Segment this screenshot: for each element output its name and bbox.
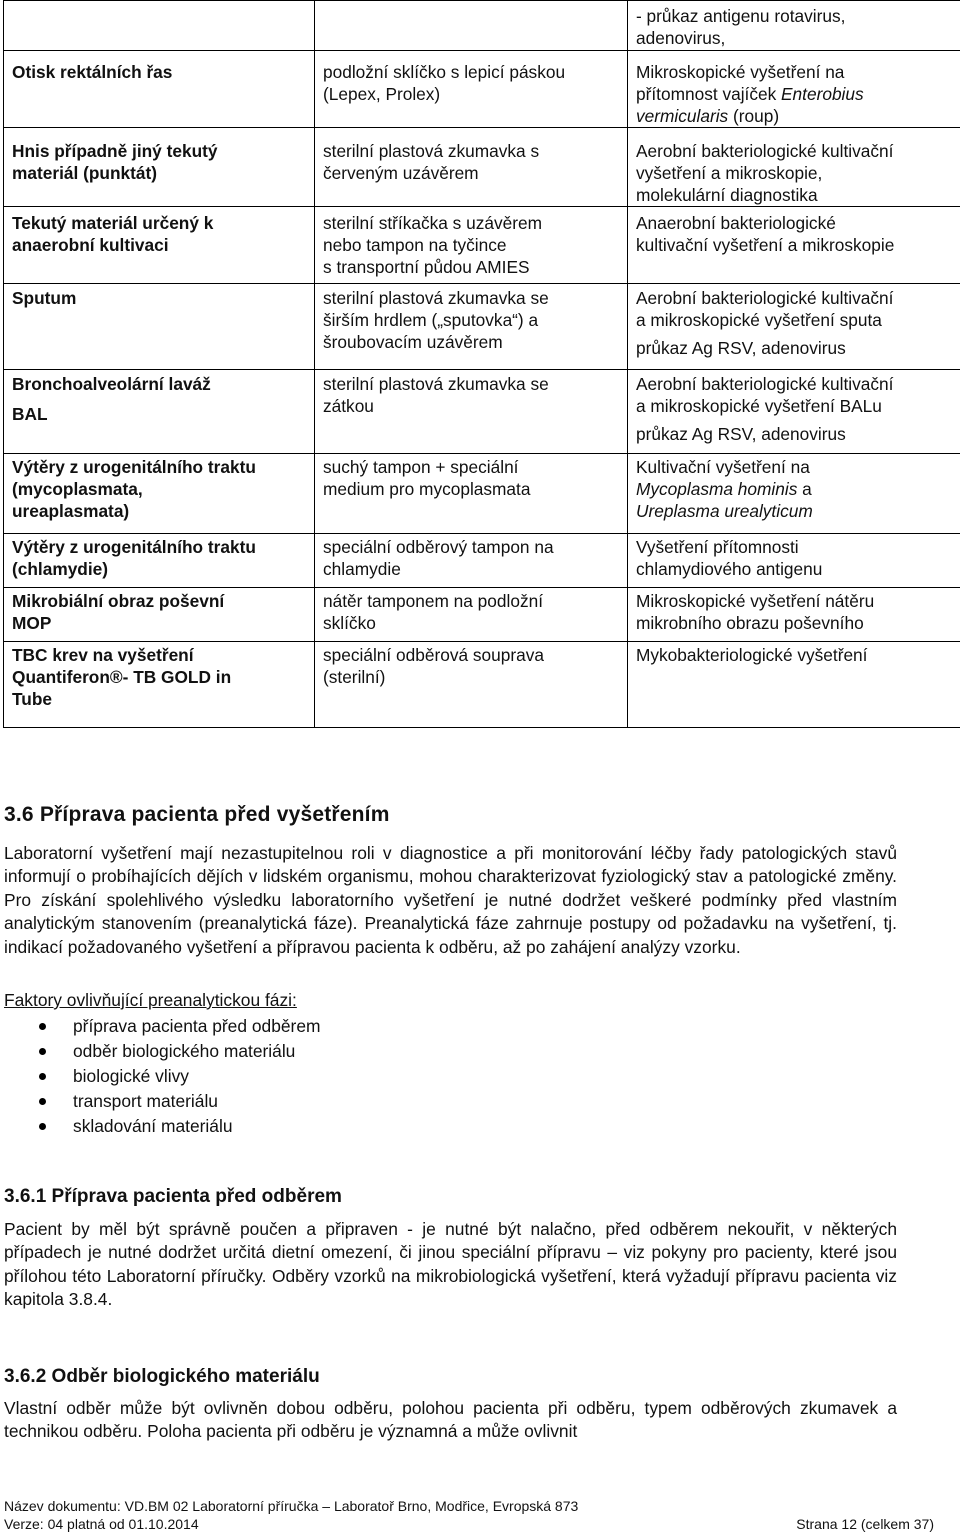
table-cell: - průkaz antigenu rotavirus, adenovirus, [628,1,960,51]
table-cell [4,1,315,51]
factors-list [4,1014,321,1139]
material-cell: Tekutý materiál určený k anaerobní kultivaci [4,207,315,284]
material-cell [4,370,315,454]
table-row [4,207,960,284]
table-row [4,1,960,51]
exam-cell: Mykobakteriologické vyšetření [628,642,960,728]
table-row [4,642,960,728]
footer [4,1515,934,1533]
exam-cell [628,370,960,454]
exam-text: Mikroskopické vyšetření na přítomnost vajíček [636,62,845,104]
list-item: skladování materiálu [4,1114,321,1139]
list-item: transport materiálu [4,1089,321,1114]
exam-cell [628,51,960,128]
footer-version: Verze: 04 platná od 01.10.2014 [4,1516,199,1532]
footer-doc-name: Název dokumentu: VD.BM 02 Laboratorní příručka – Laboratoř Brno, Modřice, Evropská 873 [4,1498,579,1514]
specimen-table [3,0,960,728]
table-row [4,284,960,370]
container-cell: speciální odběrová souprava (sterilní) [315,642,628,728]
table-row [4,534,960,588]
container-cell: sterilní stříkačka s uzávěrem nebo tampon na tyčince s transportní půdou AMIES [315,207,628,284]
container-cell: sterilní plastová zkumavka s červeným uzávěrem [315,128,628,207]
exam-cell: Vyšetření přítomnosti chlamydiového antigenu [628,534,960,588]
container-cell: podložní sklíčko s lepicí páskou (Lepex, Prolex) [315,51,628,128]
material-text: BAL [12,404,48,424]
exam-species: Enterobius vermicularis [636,84,864,126]
table-row [4,370,960,454]
section-body [4,842,897,959]
exam-text: Kultivační vyšetření na [636,457,810,477]
list-item: příprava pacienta před odběrem [4,1014,321,1039]
factors-title: Faktory ovlivňující preanalytickou fázi: [4,990,297,1010]
container-cell: speciální odběrový tampon na chlamydie [315,534,628,588]
table-row [4,454,960,534]
container-cell: nátěr tamponem na podložní sklíčko [315,588,628,642]
exam-cell: Mikroskopické vyšetření nátěru mikrobního obrazu poševního [628,588,960,642]
container-cell: sterilní plastová zkumavka se zátkou [315,370,628,454]
section-heading: 3.6 Příprava pacienta před vyšetřením [4,803,390,826]
subsection-body [4,1218,897,1312]
material-cell: TBC krev na vyšetření Quantiferon®- TB GOLD in Tube [4,642,315,728]
material-cell: Mikrobiální obraz poševní MOP [4,588,315,642]
exam-cell: Aerobní bakteriologické kultivační vyšetření a mikroskopie, molekulární diagnostika [628,128,960,207]
material-cell: Výtěry z urogenitálního traktu (mycoplasmata, ureaplasmata) [4,454,315,534]
subsection-heading: 3.6.2 Odběr biologického materiálu [4,1366,320,1387]
material-text: Bronchoalveolární laváž [12,374,211,394]
container-cell: suchý tampon + speciální medium pro mycoplasmata [315,454,628,534]
paragraph: Laboratorní vyšetření mají nezastupitelnou roli v diagnostice a při monitorování léčby řady patologických stavů informují o probíhajících dějích v lidském organismu, mohou charakterizovat fyziologický stav a patologické změny. Pro získání spolehlivého výsledku laboratorního vyšetření je nutné dodržet veškeré podmínky před vlastním analytickým stanovením (preanalytická fáze). Preanalytická fáze zahrnuje postupy od požadavku na vyšetření, tj. indikací požadovaného vyšetření a přípravou pacienta k odběru, až po zahájení analýzy vzorku. [4,843,897,957]
material-cell: Výtěry z urogenitálního traktu (chlamydie) [4,534,315,588]
exam-text: (roup) [728,106,780,126]
paragraph: Pacient by měl být správně poučen a připraven - je nutné být nalačno, před odběrem nekouřit, v některých případech je nutné dodržet určitá dietní omezení, či jinou speciální přípravu – viz pokyny pro pacienty, které jsou přílohou této Laboratorní příručky. Odběry vzorků na mikrobiologická vyšetření, která vyžadují přípravu pacienta viz kapitola 3.8.4. [4,1219,897,1310]
table-row [4,588,960,642]
exam-cell: Anaerobní bakteriologické kultivační vyšetření a mikroskopie [628,207,960,284]
exam-text: průkaz Ag RSV, adenovirus [636,424,846,444]
material-cell: Otisk rektálních řas [4,51,315,128]
exam-text: Aerobní bakteriologické kultivační a mikroskopické vyšetření BALu [636,374,894,416]
exam-text: Aerobní bakteriologické kultivační a mikroskopické vyšetření sputa [636,288,894,330]
paragraph: Vlastní odběr může být ovlivněn dobou odběru, polohou pacienta při odběru, typem odběrových zkumavek a technikou odběru. Poloha pacienta při odběru je významná a může ovlivnit [4,1398,897,1442]
exam-cell [628,454,960,534]
table-cell [315,1,628,51]
table-row [4,51,960,128]
footer-page-number: Strana 12 (celkem 37) [796,1516,934,1532]
exam-species: Mycoplasma hominis [636,479,798,499]
table-row [4,128,960,207]
material-cell: Hnis případně jiný tekutý materiál (punktát) [4,128,315,207]
exam-text: průkaz Ag RSV, adenovirus [636,338,846,358]
list-item: odběr biologického materiálu [4,1039,321,1064]
list-item: biologické vlivy [4,1064,321,1089]
exam-cell [628,284,960,370]
material-cell: Sputum [4,284,315,370]
subsection-heading: 3.6.1 Příprava pacienta před odběrem [4,1186,342,1207]
container-cell: sterilní plastová zkumavka se širším hrdlem („sputovka“) a šroubovacím uzávěrem [315,284,628,370]
subsection-body [4,1397,897,1444]
exam-text: a [802,479,812,499]
exam-species: Ureplasma urealyticum [636,501,813,521]
